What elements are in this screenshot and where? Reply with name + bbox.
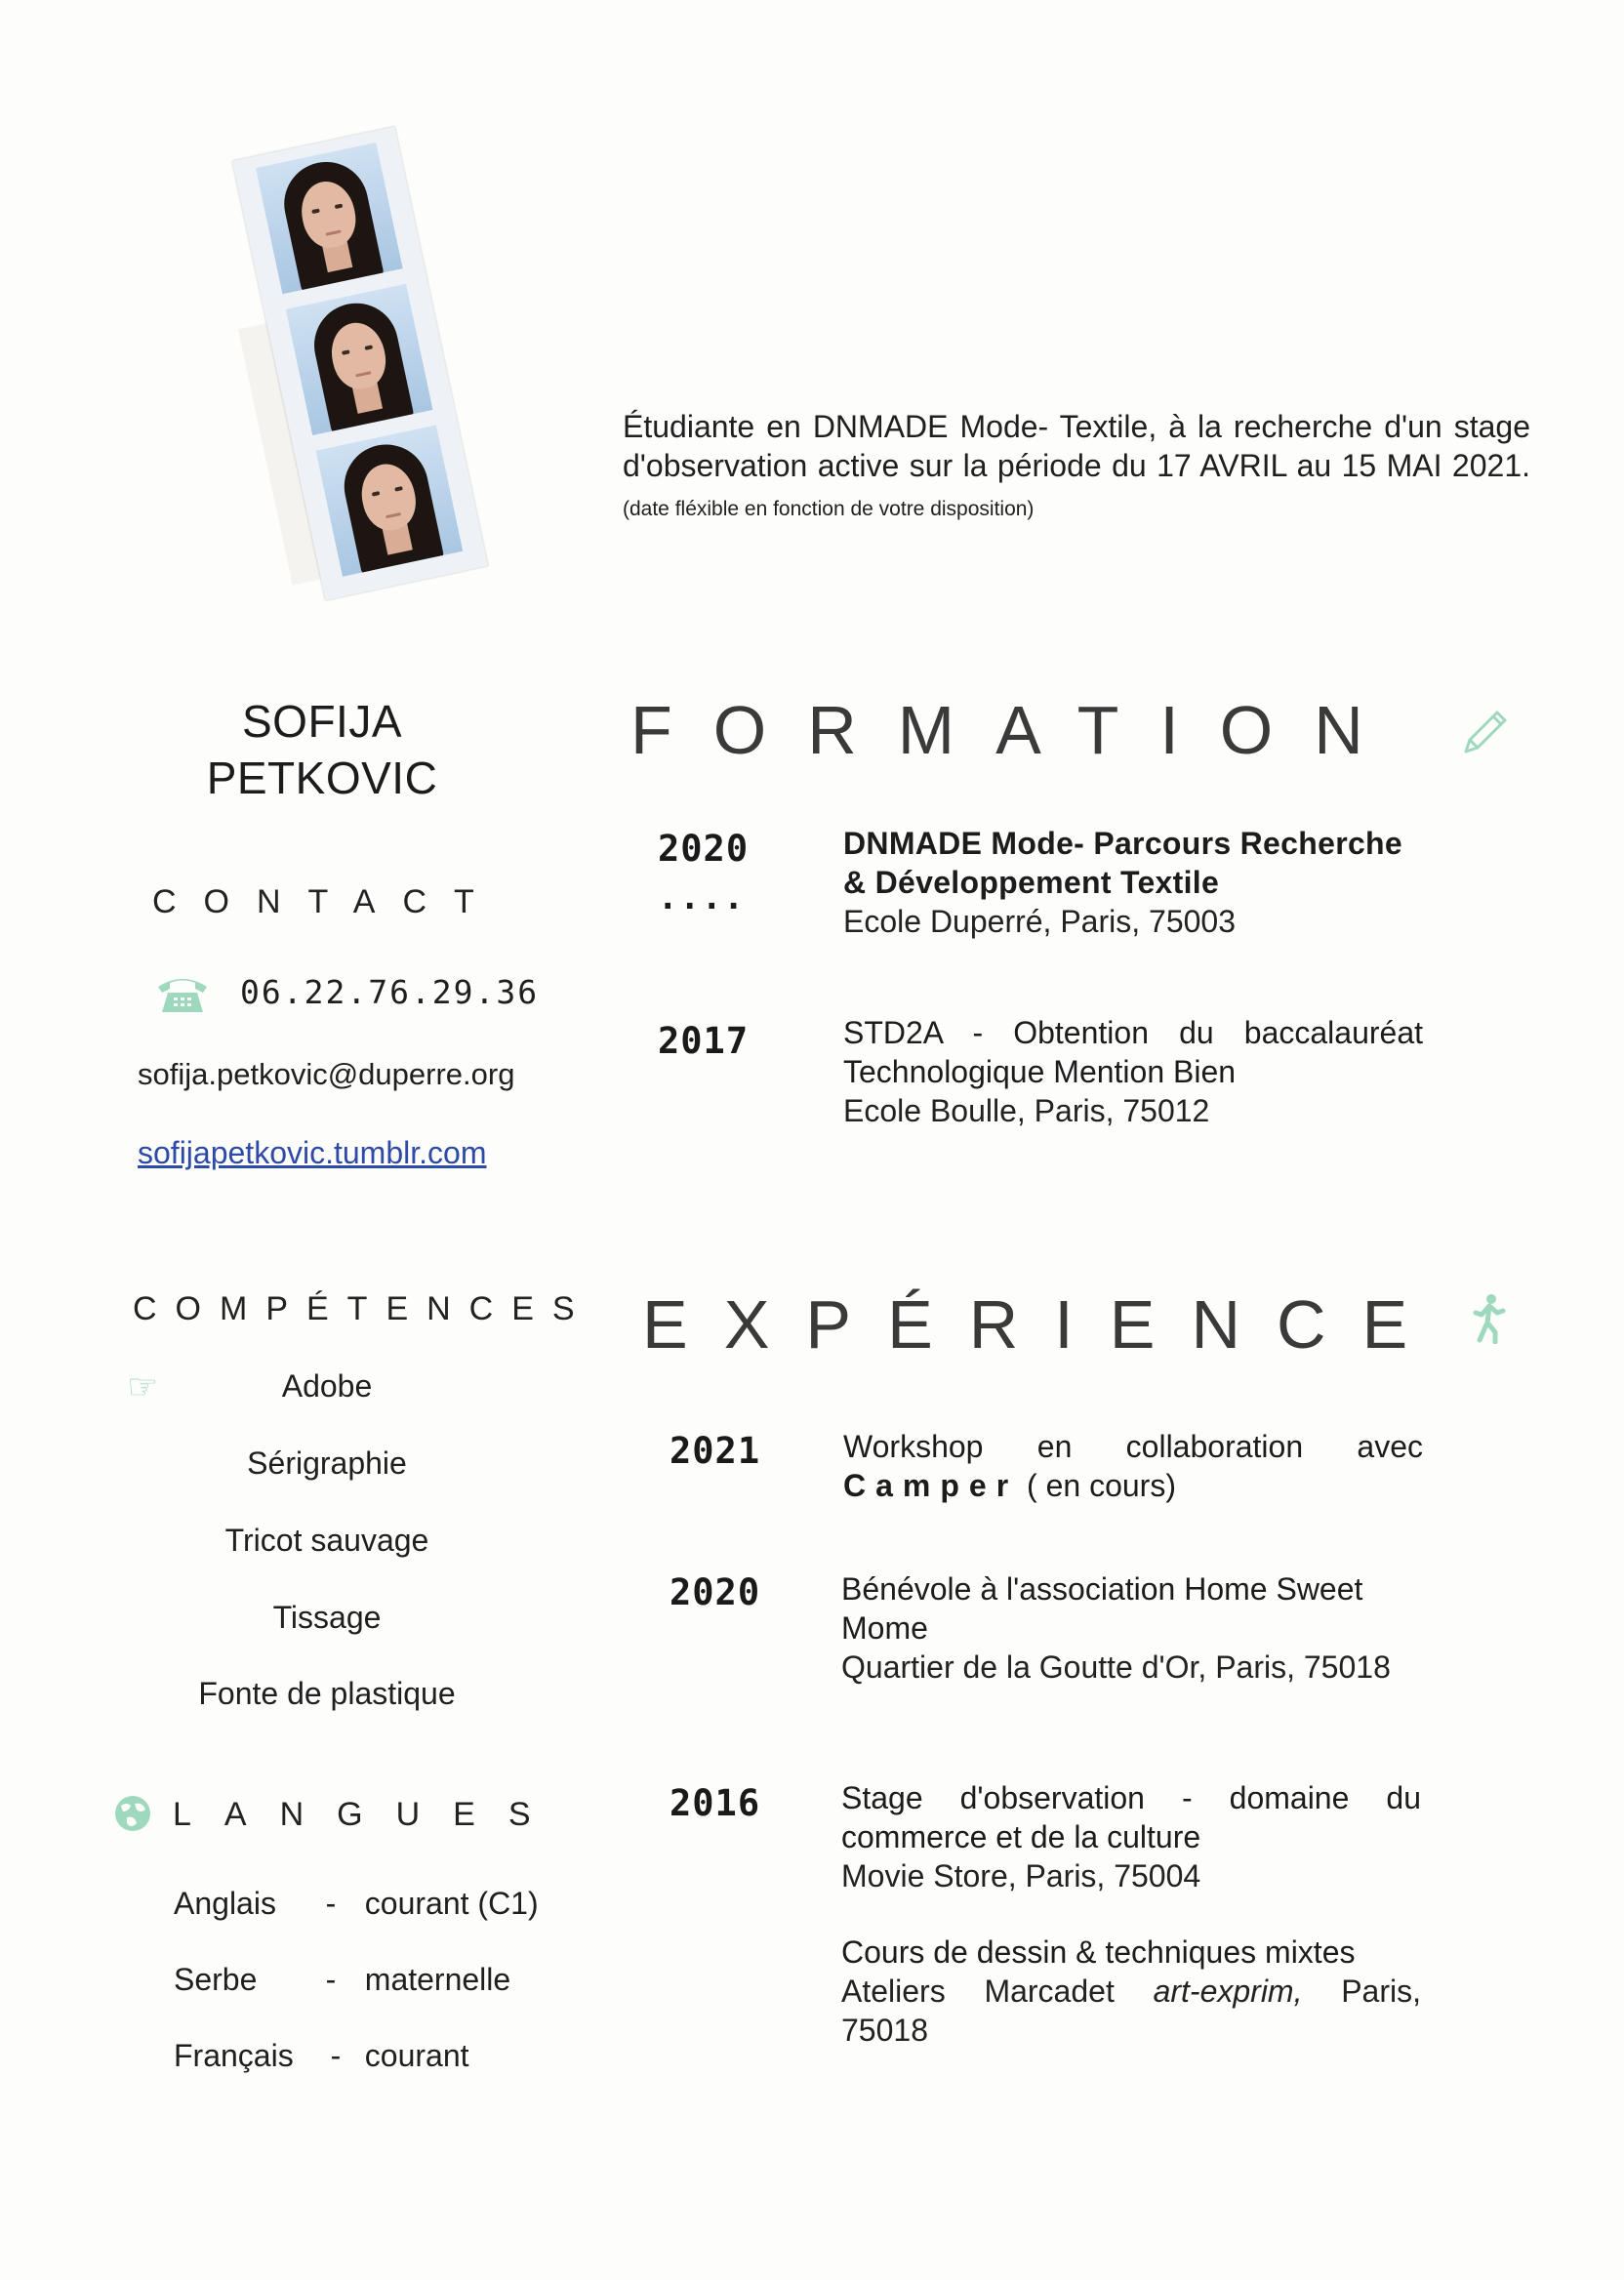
experience-title: Bénévole à l'association Home Sweet Mome [841,1571,1363,1646]
ongoing-dots: .... [658,878,746,917]
language-name: Anglais [174,1886,276,1921]
pointing-hand-icon: ☞ [127,1366,159,1406]
langues-heading: LANGUES [173,1796,564,1833]
website-link[interactable]: sofijapetkovic.tumblr.com [138,1135,487,1170]
formation-heading: FORMATION [630,692,1404,768]
formation-title: STD2A - Obtention du baccalauréat Technologique Mention Bien [843,1015,1423,1089]
formation-year: 2017 [658,1020,750,1062]
intro-note: (date fléxible en fonction de votre disposition) [623,498,1035,520]
experience-title: Cours de dessin & techniques mixtes [841,1934,1356,1970]
competences-heading: COMPÉTENCES [133,1290,593,1327]
formation-entry [843,1013,1423,1130]
experience-place: Movie Store, Paris, 75004 [841,1858,1201,1893]
language-level: courant (C1) [364,1886,539,1921]
place-italic: art-exprim, [1153,1974,1303,2009]
intro-text: Étudiante en DNMADE Mode- Textile, à la recherche d'un stage d'observation active sur la période du 17 AVRIL au 15 MAI 2021. [623,409,1530,483]
experience-entry [841,1569,1421,1687]
experience-entry [841,1933,1421,2050]
walking-person-icon [1468,1293,1509,1344]
language-name: Serbe [174,1962,258,1997]
pencil-icon [1456,707,1511,761]
experience-place: Quartier de la Goutte d'Or, Paris, 75018 [841,1649,1391,1685]
email-address[interactable]: sofija.petkovic@duperre.org [138,1057,515,1091]
language-row [174,2038,469,2074]
globe-icon [113,1794,152,1833]
photo-strip [232,122,507,599]
language-name: Français [174,2038,294,2073]
portrait-photo [286,284,433,435]
formation-entry [843,824,1423,941]
portrait-photo [256,142,403,294]
experience-year: 2016 [670,1782,761,1824]
language-row [174,1962,510,1998]
place-suffix: Paris, 75018 [841,1974,1421,2048]
language-dash: - [325,1886,337,1921]
language-dash: - [325,1962,337,1997]
experience-year: 2021 [670,1430,761,1472]
skill-item: Tricot sauvage [224,1523,429,1558]
phone-number: 06.22.76.29.36 [240,973,540,1011]
formation-place: Ecole Boulle, Paris, 75012 [843,1093,1210,1128]
experience-brand-line [843,1466,1423,1505]
first-name: SOFIJA [241,696,403,747]
language-row [174,1886,539,1922]
intro-paragraph [623,407,1530,529]
phone-icon [154,971,211,1016]
experience-heading: EXPÉRIENCE [642,1286,1444,1363]
place-prefix: Ateliers Marcadet [841,1974,1115,2009]
portrait-photo [316,425,464,576]
language-dash: - [330,2038,342,2073]
skill-item: Sérigraphie [247,1445,407,1481]
experience-title: Stage d'observation - domaine du commerce et de la culture [841,1780,1421,1854]
experience-entry [841,1778,1421,1895]
language-level: maternelle [364,1962,511,1997]
language-level: courant [364,2038,469,2073]
skill-item: Tissage [272,1600,382,1635]
experience-place [841,1972,1421,2050]
brand-name: Camper [843,1468,1019,1503]
experience-status: ( en cours) [1027,1468,1176,1503]
formation-place: Ecole Duperré, Paris, 75003 [843,904,1236,939]
formation-title: DNMADE Mode- Parcours Recherche & Développement Textile [843,826,1402,900]
experience-title: Workshop en collaboration avec [843,1429,1423,1464]
contact-heading: CONTACT [152,883,502,920]
experience-year: 2020 [670,1571,761,1613]
experience-entry [843,1427,1423,1505]
skill-item: Fonte de plastique [198,1676,456,1711]
skill-item: Adobe [281,1368,373,1404]
last-name: PETKOVIC [206,753,438,803]
formation-year: 2020 [658,828,750,870]
